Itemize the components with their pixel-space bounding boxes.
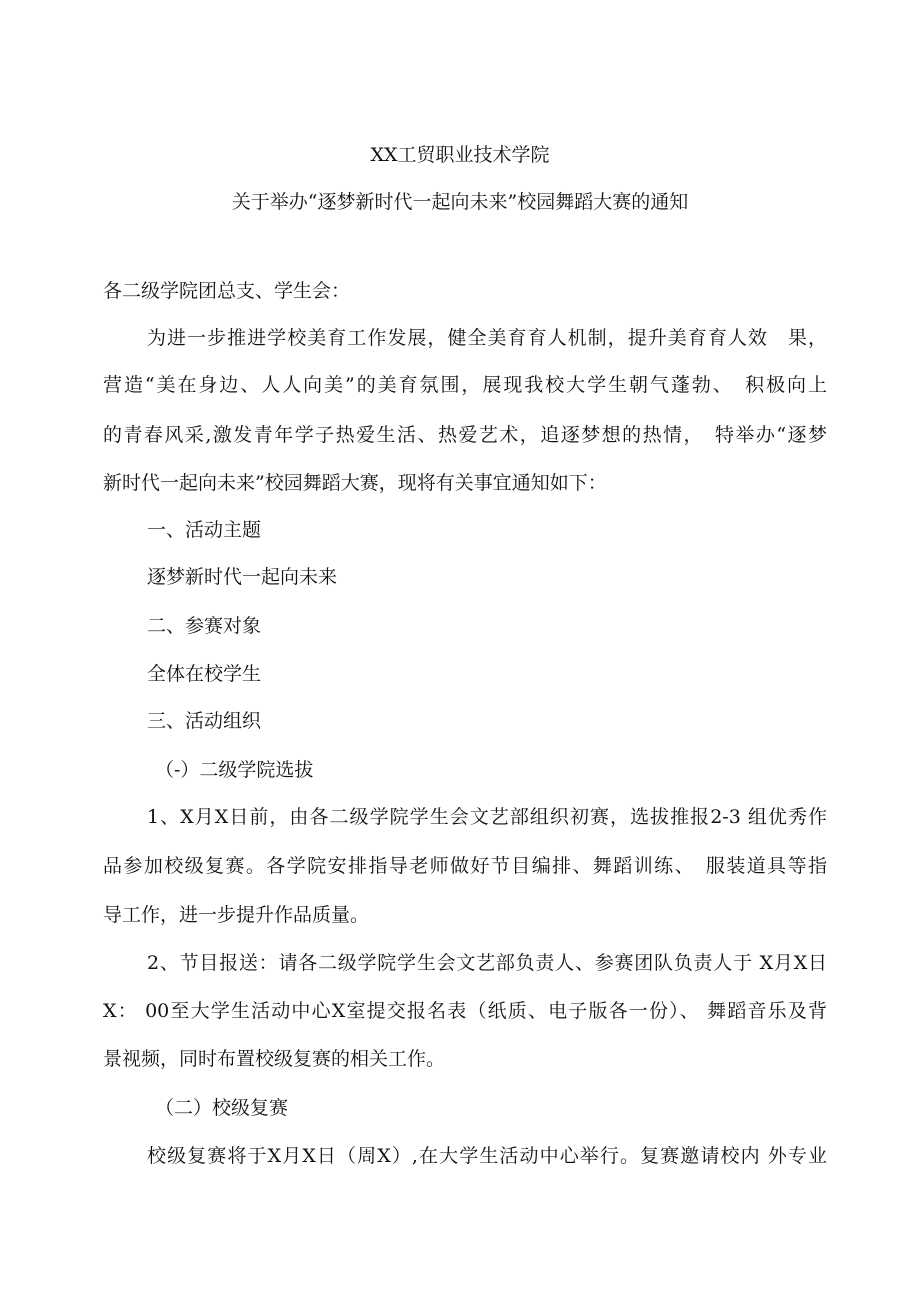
- section-content: 逐梦新时代一起向未来: [147, 566, 338, 588]
- paragraph-line: 校级复赛将于X月X日（周X）,在大学生活动中心举行。复赛邀请校内 外专业: [147, 1145, 827, 1167]
- item-line: X： 00至大学生活动中心X室提交报名表（纸质、电子版各一份）、 舞蹈音乐及背: [103, 1000, 827, 1022]
- intro-line: 营造“美在身边、人人向美”的美育氛围，展现我校大学生朝气蓬勃、 积极向上: [103, 374, 827, 396]
- item-line: 景视频，同时布置校级复赛的相关工作。: [103, 1048, 446, 1070]
- section-content: 全体在校学生: [147, 663, 262, 685]
- salutation: 各二级学院团总支、学生会：: [103, 280, 351, 302]
- intro-line: 为进一步推进学校美育工作发展，健全美育育人机制，提升美育育人效 果，: [147, 327, 827, 349]
- item-line: 导工作，进一步提升作品质量。: [103, 904, 370, 926]
- item-line: 2、节目报送：请各二级学院学生会文艺部负责人、参赛团队负责人于 X月X日: [147, 952, 827, 974]
- subsection-heading: （二）校级复赛: [155, 1097, 289, 1119]
- item-line: 品参加校级复赛。各学院安排指导老师做好节目编排、舞蹈训练、 服装道具等指: [103, 855, 827, 877]
- item-line: 1、X月X日前，由各二级学院学生会文艺部组织初赛，选拔推报2-3 组优秀作: [147, 806, 827, 828]
- document-title-notice: 关于举办“逐梦新时代一起向未来”校园舞蹈大赛的通知: [231, 191, 689, 213]
- document-title-school: XX工贸职业技术学院: [370, 144, 550, 166]
- subsection-heading: （-）二级学院选拔: [155, 759, 314, 781]
- intro-line: 的青春风采,激发青年学子热爱生活、热爱艺术，追逐梦想的热情， 特举办“逐梦: [103, 424, 827, 446]
- intro-line: 新时代一起向未来”校园舞蹈大赛，现将有关事宜通知如下：: [103, 472, 607, 494]
- section-heading: 三、活动组织: [147, 710, 262, 732]
- section-heading: 一、活动主题: [147, 519, 262, 541]
- section-heading: 二、参赛对象: [147, 615, 262, 637]
